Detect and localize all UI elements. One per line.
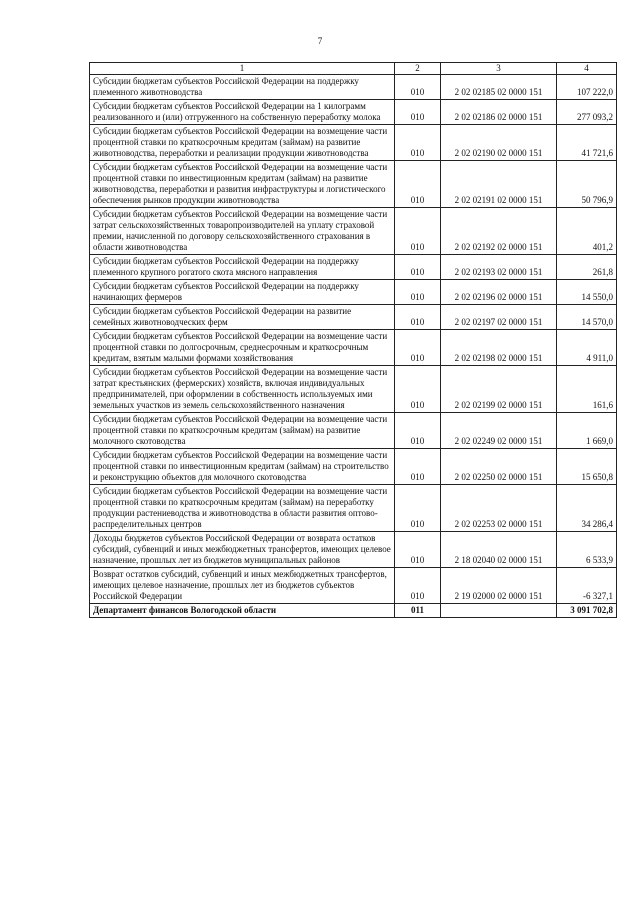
row-sum: -6 327,1 xyxy=(557,568,617,604)
row-code: 010 xyxy=(395,413,441,449)
table-row xyxy=(90,568,617,604)
row-sum: 34 286,4 xyxy=(557,485,617,532)
table-row xyxy=(90,485,617,532)
row-code: 010 xyxy=(395,485,441,532)
row-code: 010 xyxy=(395,75,441,100)
row-code: 010 xyxy=(395,161,441,208)
row-code: 010 xyxy=(395,125,441,161)
row-sum: 41 721,6 xyxy=(557,125,617,161)
total-sum: 3 091 702,8 xyxy=(557,604,617,618)
row-code: 010 xyxy=(395,366,441,413)
row-name: Субсидии бюджетам субъектов Российской Федерации на возмещение части процентной ставки по инвестиционным кредитам (займам) на развитие животноводства, переработки и развития инфраструктуры и логистического обеспечения рынков продукции животноводства xyxy=(90,161,395,208)
row-sum: 6 533,9 xyxy=(557,532,617,568)
total-kbk xyxy=(441,604,557,618)
header-col-2: 2 xyxy=(395,63,441,75)
row-sum: 15 650,8 xyxy=(557,449,617,485)
row-kbk: 2 02 02253 02 0000 151 xyxy=(441,485,557,532)
row-sum: 1 669,0 xyxy=(557,413,617,449)
table-row xyxy=(90,532,617,568)
row-kbk: 2 02 02193 02 0000 151 xyxy=(441,255,557,280)
total-code: 011 xyxy=(395,604,441,618)
row-sum: 261,8 xyxy=(557,255,617,280)
row-code: 010 xyxy=(395,568,441,604)
row-kbk: 2 02 02192 02 0000 151 xyxy=(441,208,557,255)
header-col-4: 4 xyxy=(557,63,617,75)
row-name: Субсидии бюджетам субъектов Российской Федерации на возмещение части затрат сельскохозяйственных товаропроизводителей на уплату страховой премии, начисленной по договору сельскохозяйственного страхования в области животноводства xyxy=(90,208,395,255)
row-code: 010 xyxy=(395,280,441,305)
row-name: Субсидии бюджетам субъектов Российской Федерации на возмещение части процентной ставки по краткосрочным кредитам (займам) на переработку продукции растениеводства и животноводства в области развития оптово-распределительных центров xyxy=(90,485,395,532)
row-code: 010 xyxy=(395,305,441,330)
total-name: Департамент финансов Вологодской области xyxy=(90,604,395,618)
row-name: Возврат остатков субсидий, субвенций и иных межбюджетных трансфертов, имеющих целевое назначение, прошлых лет из бюджетов субъектов Российской Федерации xyxy=(90,568,395,604)
row-code: 010 xyxy=(395,532,441,568)
table-row xyxy=(90,161,617,208)
table-row xyxy=(90,255,617,280)
table-row xyxy=(90,413,617,449)
table-header-row xyxy=(90,63,617,75)
row-sum: 50 796,9 xyxy=(557,161,617,208)
row-code: 010 xyxy=(395,330,441,366)
row-sum: 161,6 xyxy=(557,366,617,413)
header-col-1: 1 xyxy=(90,63,395,75)
table-row xyxy=(90,366,617,413)
page-number: 7 xyxy=(317,36,323,46)
row-sum: 14 550,0 xyxy=(557,280,617,305)
row-name: Субсидии бюджетам субъектов Российской Федерации на 1 килограмм реализованного и (или) отгруженного на собственную переработку молока xyxy=(90,100,395,125)
row-kbk: 2 02 02185 02 0000 151 xyxy=(441,75,557,100)
row-name: Доходы бюджетов субъектов Российской Федерации от возврата остатков субсидий, субвенций и иных межбюджетных трансфертов, имеющих целевое назначение, прошлых лет из бюджетов муниципальных районов xyxy=(90,532,395,568)
row-name: Субсидии бюджетам субъектов Российской Федерации на возмещение части процентной ставки по краткосрочным кредитам (займам) на развитие молочного скотоводства xyxy=(90,413,395,449)
row-kbk: 2 02 02186 02 0000 151 xyxy=(441,100,557,125)
table-row xyxy=(90,208,617,255)
table-row xyxy=(90,125,617,161)
table-row xyxy=(90,330,617,366)
row-name: Субсидии бюджетам субъектов Российской Федерации на возмещение части процентной ставки по инвестиционным кредитам (займам) на строительство и реконструкцию объектов для молочного скотоводства xyxy=(90,449,395,485)
row-code: 010 xyxy=(395,449,441,485)
row-code: 010 xyxy=(395,255,441,280)
row-kbk: 2 02 02250 02 0000 151 xyxy=(441,449,557,485)
row-kbk: 2 19 02000 02 0000 151 xyxy=(441,568,557,604)
table-row xyxy=(90,280,617,305)
row-kbk: 2 02 02197 02 0000 151 xyxy=(441,305,557,330)
row-name: Субсидии бюджетам субъектов Российской Федерации на возмещение части затрат крестьянских (фермерских) хозяйств, включая индивидуальных предпринимателей, при оформлении в собственность используемых ими земельных участков из земель сельскохозяйственного назначения xyxy=(90,366,395,413)
row-kbk: 2 02 02249 02 0000 151 xyxy=(441,413,557,449)
row-name: Субсидии бюджетам субъектов Российской Федерации на поддержку начинающих фермеров xyxy=(90,280,395,305)
budget-table xyxy=(89,62,617,618)
total-row xyxy=(90,604,617,618)
table-row xyxy=(90,75,617,100)
row-sum: 277 093,2 xyxy=(557,100,617,125)
row-sum: 4 911,0 xyxy=(557,330,617,366)
row-kbk: 2 02 02196 02 0000 151 xyxy=(441,280,557,305)
table-row xyxy=(90,305,617,330)
row-name: Субсидии бюджетам субъектов Российской Федерации на поддержку племенного животноводства xyxy=(90,75,395,100)
row-sum: 107 222,0 xyxy=(557,75,617,100)
header-col-3: 3 xyxy=(441,63,557,75)
row-name: Субсидии бюджетам субъектов Российской Федерации на возмещение части процентной ставки по краткосрочным кредитам (займам) на развитие животноводства, переработки и реализации продукции животноводства xyxy=(90,125,395,161)
row-kbk: 2 02 02198 02 0000 151 xyxy=(441,330,557,366)
row-name: Субсидии бюджетам субъектов Российской Федерации на возмещение части процентной ставки по долгосрочным, среднесрочным и краткосрочным кредитам, взятым малыми формами хозяйствования xyxy=(90,330,395,366)
row-sum: 401,2 xyxy=(557,208,617,255)
table-row xyxy=(90,100,617,125)
row-code: 010 xyxy=(395,208,441,255)
table-row xyxy=(90,449,617,485)
row-kbk: 2 02 02199 02 0000 151 xyxy=(441,366,557,413)
row-kbk: 2 18 02040 02 0000 151 xyxy=(441,532,557,568)
row-kbk: 2 02 02191 02 0000 151 xyxy=(441,161,557,208)
row-sum: 14 570,0 xyxy=(557,305,617,330)
row-name: Субсидии бюджетам субъектов Российской Федерации на развитие семейных животноводческих ферм xyxy=(90,305,395,330)
row-kbk: 2 02 02190 02 0000 151 xyxy=(441,125,557,161)
row-name: Субсидии бюджетам субъектов Российской Федерации на поддержку племенного крупного рогатого скота мясного направления xyxy=(90,255,395,280)
row-code: 010 xyxy=(395,100,441,125)
